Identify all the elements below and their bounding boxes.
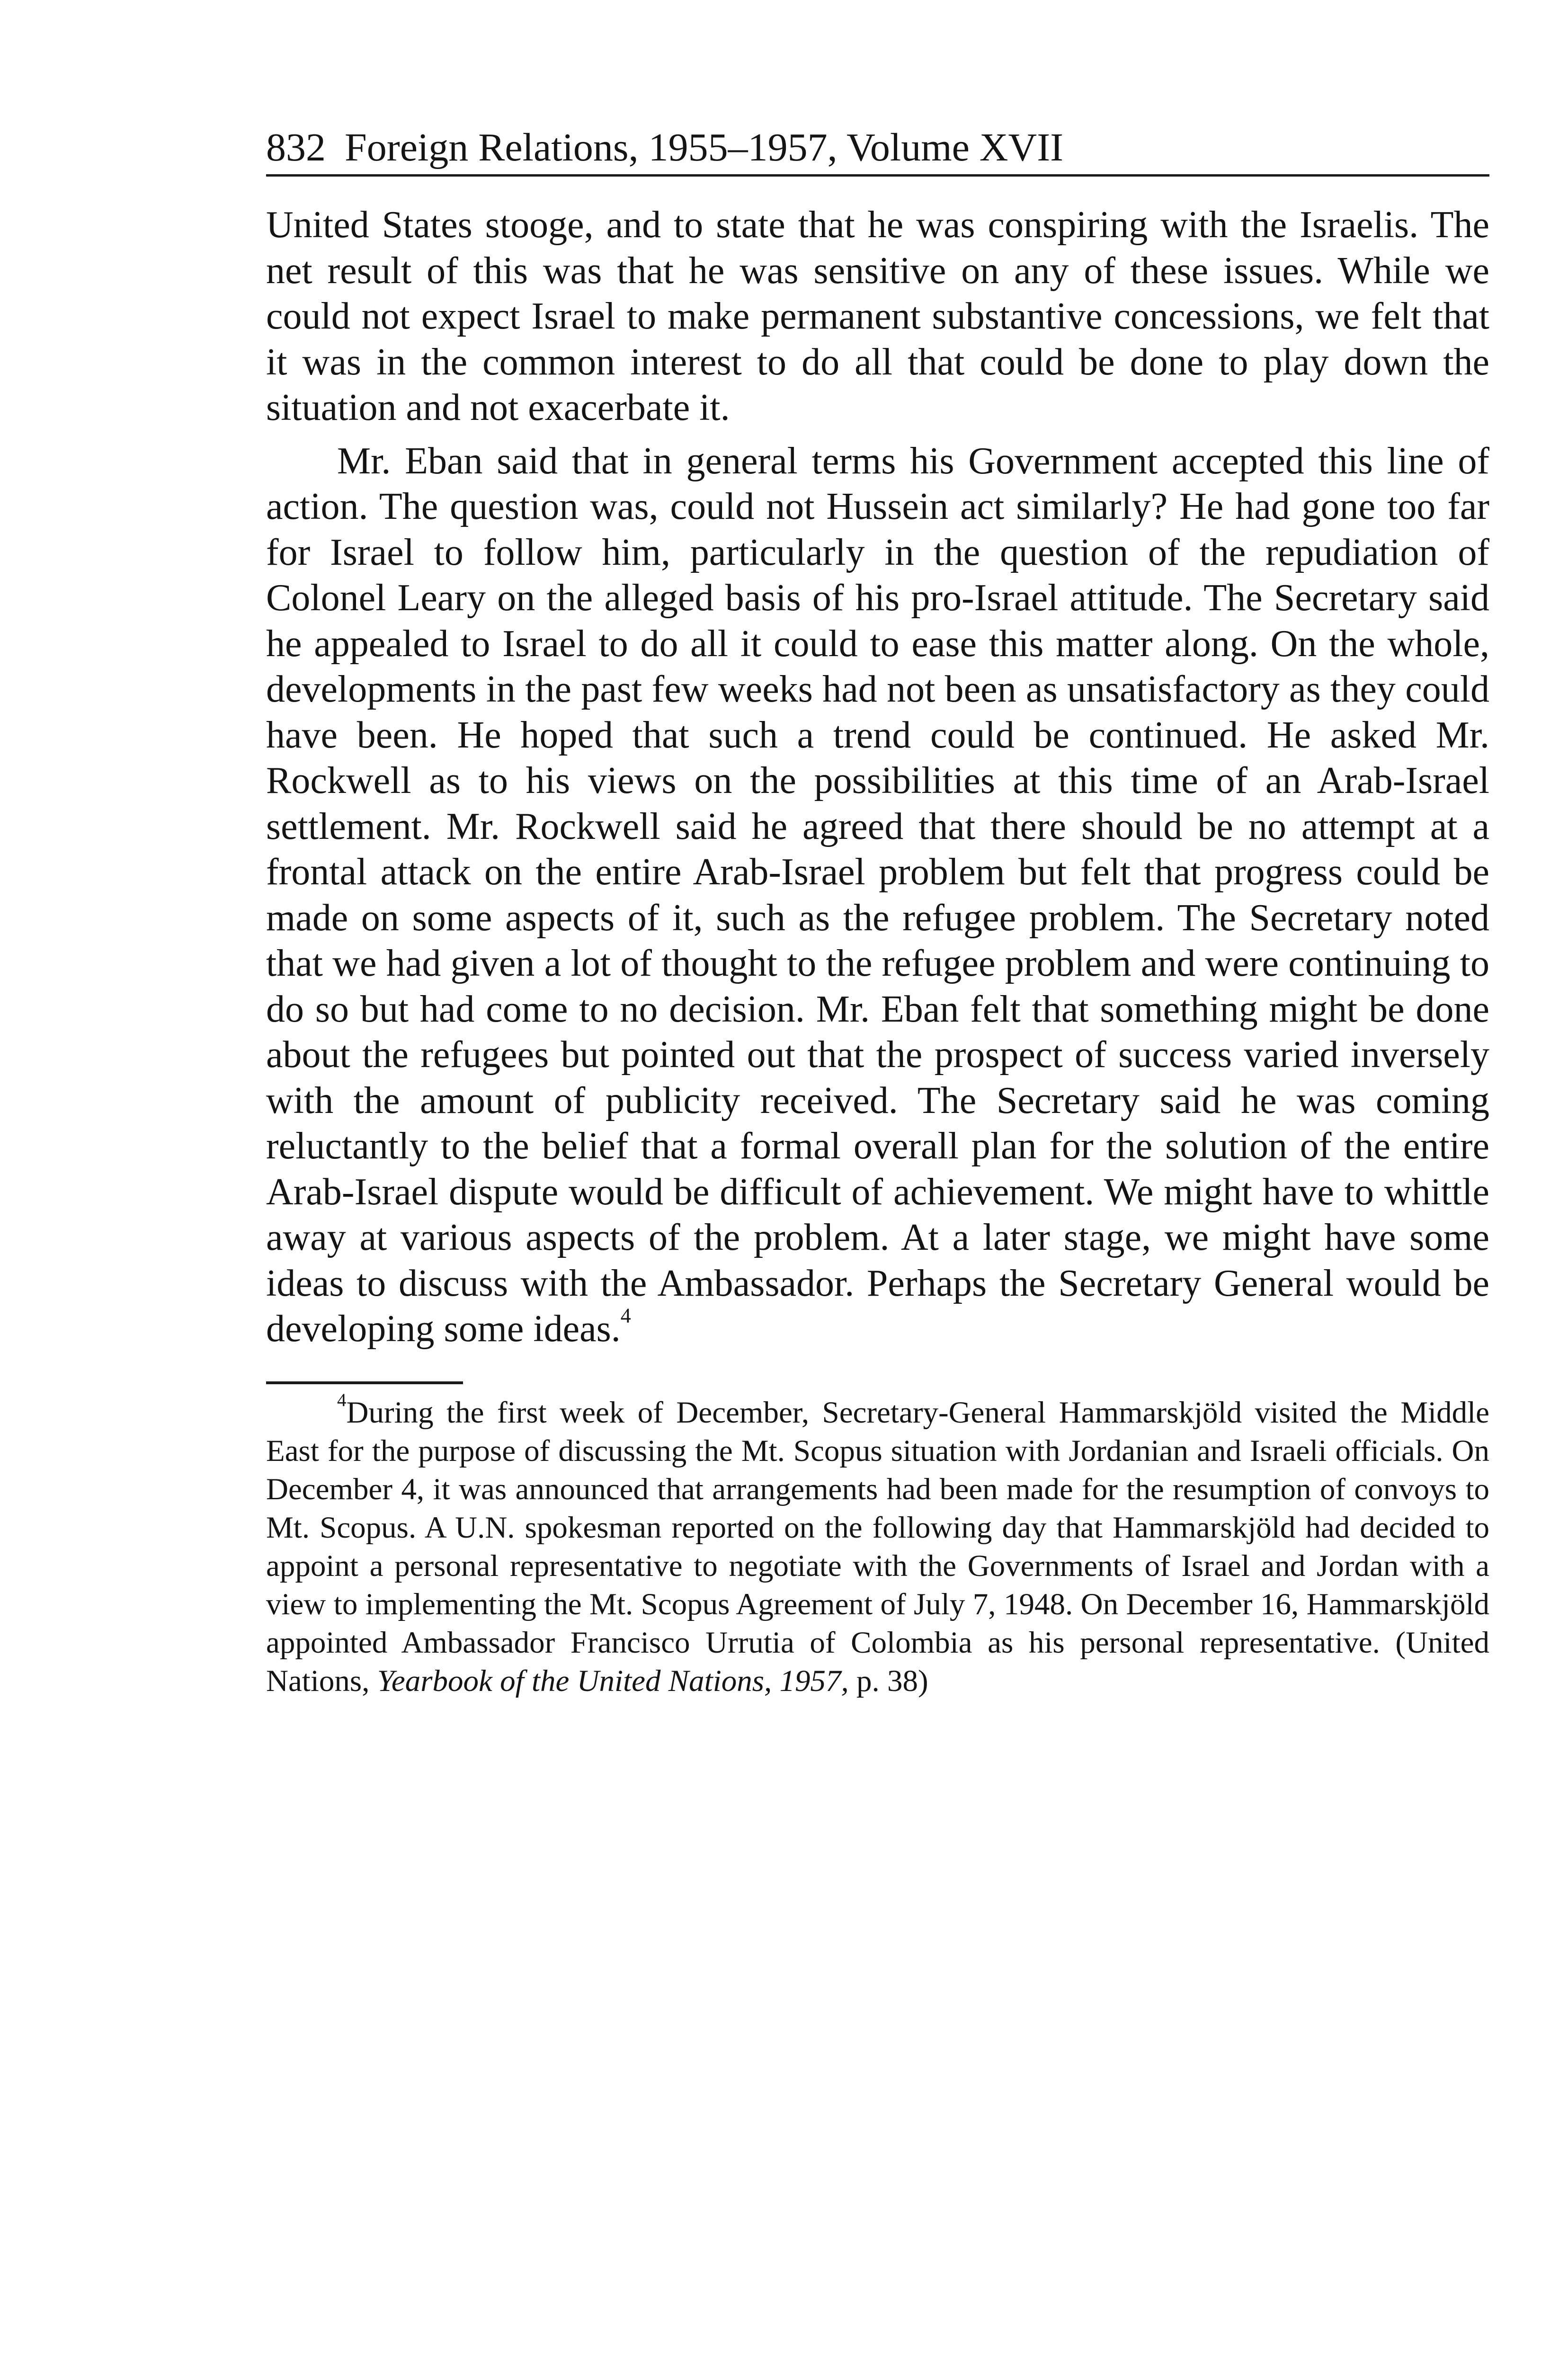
footnote-text: During the first week of December, Secretary-General Hammarskjöld visited the Middle East for the purpose of discussing the Mt. Scopus situation with Jordanian and Israeli officials. On December 4, it was announced that arrangements had been made for the resumption of convoys to Mt. Scopus. A U.N. spokesman reported on the following day that Hammarskjöld had decided to appoint a personal representative to negotiate with the Governments of Israel and Jordan with a view to implementing the Mt. Scopus Agreement of July 7, 1948. On December 16, Hammarskjöld appointed Ambassador Francisco Urrutia of Colombia as his personal representative. (United Nations, [266,1395,1489,1698]
paragraph-text: Mr. Eban said that in general terms his Government accepted this line of action. The question was, could not Hussein act similarly? He had gone too far for Israel to follow him, particularly in the question of the repudiation of Colonel Leary on the alleged basis of his pro-Israel attitude. The Secretary said he appealed to Israel to do all it could to ease this matter along. On the whole, developments in the past few weeks had not been as unsatisfactory as they could have been. He hoped that such a trend could be continued. He asked Mr. Rockwell as to his views on the possibilities at this time of an Arab-Israel settlement. Mr. Rockwell said he agreed that there should be no attempt at a frontal attack on the entire Arab-Israel problem but felt that progress could be made on some aspects of it, such as the refugee problem. The Secretary noted that we had given a lot of thought to the refugee problem and were continuing to do so but had come to no decision. Mr. Eban felt that something might be done about the refugees but pointed out that the prospect of success varied inversely with the amount of publicity received. The Secretary said he was coming reluctantly to the belief that a formal overall plan for the solution of the entire Arab-Israel dispute would be difficult of achievement. We might have to whittle away at various aspects of the problem. At a later stage, we might have some ideas to discuss with the Ambassador. Perhaps the Secretary General would be developing some ideas. [266,440,1489,1350]
body-paragraph [266,438,1489,1352]
body-paragraph [266,202,1489,431]
footnote-divider [266,1381,463,1384]
document-page [266,124,1489,1700]
body-text [266,202,1489,1352]
footnote-marker: 4 [337,1389,347,1410]
footnote-citation-title: Yearbook of the United Nations, 1957, [377,1664,849,1698]
footnote-reference[interactable]: 4 [620,1304,631,1327]
running-head [266,124,1489,177]
footnote-citation-tail: p. 38) [848,1664,928,1698]
paragraph-text: United States stooge, and to state that he was conspiring with the Israelis. The net result of this was that he was sensitive on any of these issues. While we could not expect Israel to make permanent substantive concessions, we felt that it was in the common interest to do all that could be done to play down the situation and not exacerbate it. [266,204,1489,428]
footnote [266,1389,1489,1700]
running-title: Foreign Relations, 1955–1957, Volume XVII [345,125,1064,169]
page-number: 832 [266,125,326,169]
